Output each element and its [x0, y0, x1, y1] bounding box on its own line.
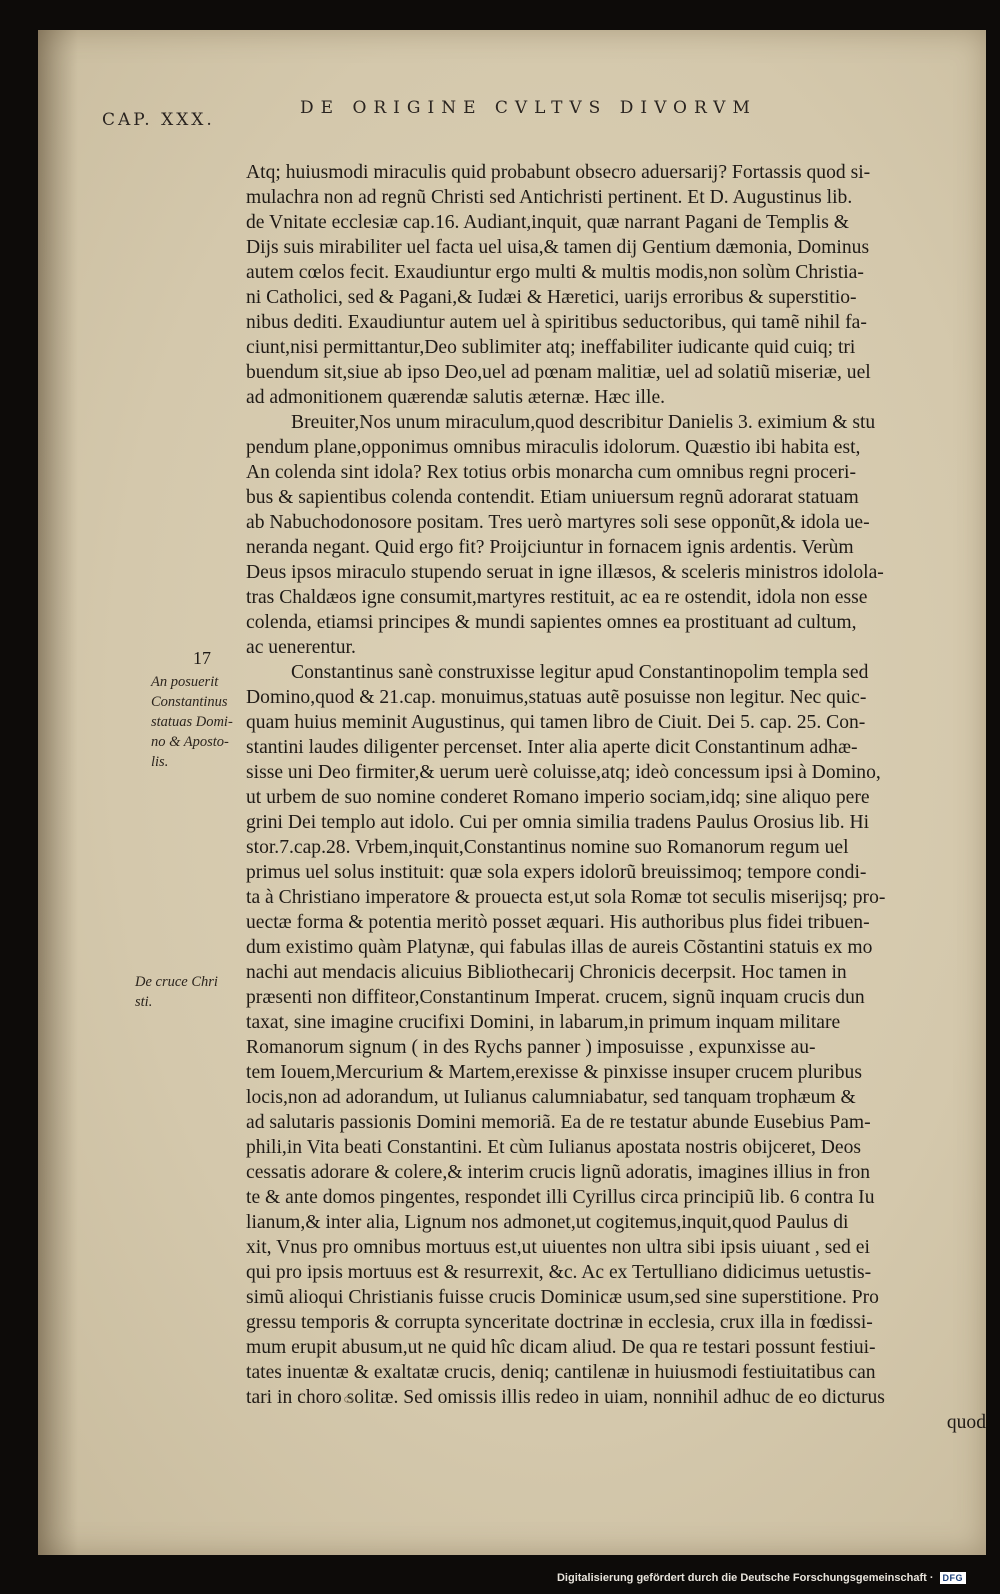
- text-line: primus uel solus instituit: quæ sola expers idolorũ breuissimoq; tempore condi-: [246, 862, 867, 883]
- text-line: pendum plane,opponimus omnibus miraculis idolorum. Quæstio ibi habita est,: [246, 437, 861, 458]
- margin-note-line: lis.: [151, 754, 169, 770]
- paragraph-number: 17: [193, 648, 211, 668]
- text-line: Breuiter,Nos unum miraculum,quod describitur Danielis 3. eximium & stu: [291, 412, 876, 433]
- text-line: stantini laudes diligenter percenset. Inter alia aperte dicit Constantinum adhæ-: [246, 737, 858, 758]
- text-line: tras Chaldæos igne consumit,martyres restituit, ac ea re ostendit, idola non esse: [246, 587, 868, 608]
- text-line: stor.7.cap.28. Vrbem,inquit,Constantinus nomine suo Romanorum regum uel: [246, 837, 849, 858]
- page-header: [38, 98, 986, 128]
- text-line: tari in choro solitæ. Sed omissis illis redeo in uiam, nonnihil adhuc de eo dicturus: [246, 1387, 885, 1408]
- margin-note-line: An posuerit: [151, 674, 219, 690]
- text-line: tates inuentæ & exaltatæ crucis, deniq; cantilenæ in huiusmodi festiuitatibus can: [246, 1362, 876, 1383]
- text-line: sisse uni Deo firmiter,& uerum uerè coluisse,atq; ideò concessum ipsi à Domino,: [246, 762, 881, 783]
- margin-note-line: De cruce Chri: [135, 974, 218, 990]
- digitization-credit: [557, 1572, 966, 1584]
- margin-note-statues: [151, 672, 251, 772]
- text-line: Dijs suis mirabiliter uel facta uel uisa,& tamen dij Gentium dæmonia, Dominus: [246, 237, 870, 258]
- paper-speck: [344, 1396, 353, 1403]
- text-line: dum existimo quàm Platynæ, qui fabulas illas de aureis Cõstantini statuis ex mo: [246, 937, 873, 958]
- text-line: quod: [946, 1412, 986, 1433]
- gutter-shadow: [38, 30, 78, 1555]
- text-line: taxat, sine imagine crucifixi Domini, in labarum,in primum inquam militare: [246, 1012, 841, 1033]
- text-line: de Vnitate ecclesiæ cap.16. Audiant,inquit, quæ narrant Pagani de Templis &: [246, 212, 850, 233]
- text-line: An colenda sint idola? Rex totius orbis monarcha cum omnibus regni proceri-: [246, 462, 856, 483]
- text-line: Atq; huiusmodi miraculis quid probabunt obsecro aduersarij? Fortassis quod si-: [246, 162, 871, 183]
- text-line: uectæ forma & potentia meritò posset æquari. His authoribus plus fidei tribuen-: [246, 912, 870, 933]
- text-line: neranda negant. Quid ergo fit? Proijciuntur in fornacem ignis ardentis. Verùm: [246, 537, 854, 558]
- margin-note-line: statuas Domi-: [151, 714, 233, 730]
- text-line: ni Catholici, sed & Pagani,& Iudæi & Hæretici, uarijs erroribus & superstitio-: [246, 287, 857, 308]
- text-line: quam huius meminit Augustinus, qui tamen libro de Ciuit. Dei 5. cap. 25. Con-: [246, 712, 866, 733]
- text-line: grini Dei templo aut idolo. Cui per omnia similia tradens Paulus Orosius lib. Hi: [246, 812, 870, 833]
- running-title: DE ORIGINE CVLTVS DIVORVM: [300, 98, 757, 118]
- text-line: nibus dediti. Exaudiuntur autem uel à spiritibus seductoribus, qui tamẽ nihil fa-: [246, 312, 867, 333]
- text-line: Romanorum signum ( in des Rychs panner ) imposuisse , expunxisse au-: [246, 1037, 816, 1058]
- margin-note-cross: [135, 972, 245, 1012]
- text-line: Domino,quod & 21.cap. monuimus,statuas autẽ posuisse non legitur. Nec quic-: [246, 687, 867, 708]
- text-line: ta à Christiano imperatore & prouecta est,ut sola Romæ tot seculis miserijsq; pro-: [246, 887, 886, 908]
- text-line: Constantinus sanè construxisse legitur apud Constantinopolim templa sed: [291, 662, 869, 683]
- text-line: ad salutaris passionis Domini memoriã. Ea de re testatur abunde Eusebius Pam-: [246, 1112, 871, 1133]
- text-line: ut urbem de suo nomine conderet Romano imperio sociam,idq; sine aliquo pere: [246, 787, 870, 808]
- text-line: qui pro ipsis mortuus est & resurrexit, &c. Ac ex Tertulliano didicimus uetustis-: [246, 1262, 872, 1283]
- margin-note-line: Constantinus: [151, 694, 228, 710]
- dfg-logo: DFG: [940, 1572, 967, 1584]
- body-text: [246, 160, 986, 1435]
- margin-note-line: sti.: [135, 994, 153, 1010]
- text-line: ad admonitionem quærendæ salutis æternæ. Hæc ille.: [246, 387, 666, 408]
- text-line: mum erupit abusum,ut ne quid hîc dicam aliud. De qua re testari possunt festiui-: [246, 1337, 876, 1358]
- text-line: gressu temporis & corrupta synceritate doctrinæ in ecclesia, crux illa in fœdissi-: [246, 1312, 873, 1333]
- text-line: ciunt,nisi permittantur,Deo sublimiter atq; ineffabiliter iudicante quid cuiq; tri: [246, 337, 856, 358]
- text-line: Deus ipsos miraculo stupendo seruat in igne illæsos, & sceleris ministros idolola-: [246, 562, 884, 583]
- text-line: lianum,& inter alia, Lignum nos admonet,ut cogitemus,inquit,quod Paulus di: [246, 1212, 849, 1233]
- text-line: ab Nabuchodonosore positam. Tres uerò martyres soli sese opponũt,& idola ue-: [246, 512, 870, 533]
- text-line: te & ante domos pingentes, respondet illi Cyrillus circa principiũ lib. 6 contra Iu: [246, 1187, 875, 1208]
- text-line: autem cœlos fecit. Exaudiuntur ergo multi & multis modis,non solùm Christia-: [246, 262, 864, 283]
- margin-note-line: no & Aposto-: [151, 734, 229, 750]
- text-line: præsenti non diffiteor,Constantinum Imperat. crucem, signũ inquam crucis dun: [246, 987, 865, 1008]
- text-line: xit, Vnus pro omnibus mortuus est,ut uiuentes non ultra sibi ipsis uiuant , sed ei: [246, 1237, 870, 1258]
- credit-text: Digitalisierung gefördert durch die Deutsche Forschungsgemeinschaft ·: [556, 1572, 934, 1584]
- text-line: cessatis adorare & colere,& interim crucis lignũ adoratis, imagines illius in fron: [246, 1162, 871, 1183]
- text-line: phili,in Vita beati Constantini. Et cùm Iulianus apostata nostris obijceret, Deos: [246, 1137, 862, 1158]
- text-line: colenda, etiamsi principes & mundi sapientes omnes ea prostituant ad cultum,: [246, 612, 857, 633]
- text-line: nachi aut mendacis alicuius Bibliothecarij Chronicis decerpsit. Hoc tamen in: [246, 962, 847, 983]
- text-line: mulachra non ad regnũ Christi sed Antichristi pertinent. Et D. Augustinus lib.: [246, 187, 853, 208]
- text-line: simũ alioqui Christianis fuisse crucis Dominicæ usum,sed sine superstitione. Pro: [246, 1287, 879, 1308]
- chapter-heading: CAP. XXX.: [102, 110, 215, 130]
- text-line: locis,non ad adorandum, ut Iulianus calumniabatur, sed tanquam trophæum &: [246, 1087, 856, 1108]
- text-line: buendum sit,siue ab ipso Deo,uel ad pœnam malitiæ, uel ad solatiũ miseriæ, uel: [246, 362, 871, 383]
- text-line: ac uenerentur.: [246, 637, 356, 658]
- text-line: bus & sapientibus colenda contendit. Etiam uniuersum regnũ adorarat statuam: [246, 487, 859, 508]
- text-line: tem Iouem,Mercurium & Martem,erexisse & pinxisse insuper crucem pluribus: [246, 1062, 862, 1083]
- book-page: [38, 30, 986, 1555]
